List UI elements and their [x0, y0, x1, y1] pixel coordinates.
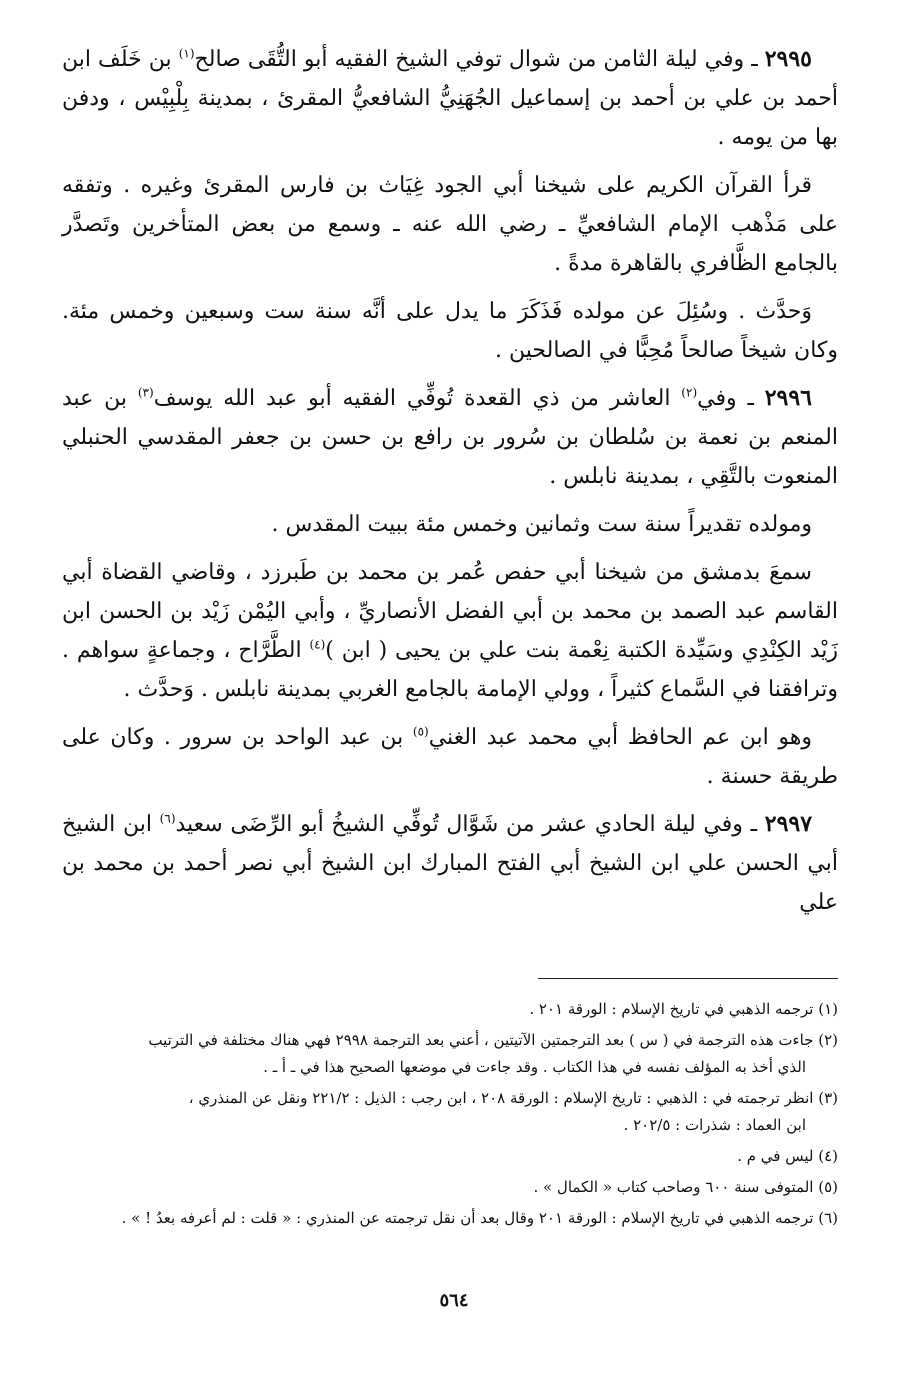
footnote-ref: (٥) — [412, 724, 429, 739]
paragraph-text: سمعَ بدمشق من شيخنا أبي حفص عُمر بن محمد بن طَبرزد ، وقاضي القضاة أبي القاسم عبد الصمد بن محمد بن أبي الفضل الأنصاريِّ ، وأبي اليُمْن زَيْد بن الحسن ابن زَيْد الكِنْدِي وسَيِّدة الكتبة نِعْمة بنت علي بن يحيى ( ابن ) — [62, 560, 838, 663]
page-number: ٥٦٤ — [439, 1290, 469, 1311]
paragraph — [62, 718, 838, 796]
entry-text: بن عبد المنعم بن نعمة بن سُلطان بن سُرور بن رافع بن حسن بن جعفر المقدسي الحنبلي المنعوت بالتَّقِي ، بمدينة نابلس . — [62, 386, 838, 489]
footnote-line: (٢) جاءت هذه الترجمة في ( س ) بعد الترجمتين الآتيتين ، أعني بعد الترجمة ٢٩٩٨ فهي هناك مختلفة في الترتيب — [148, 1031, 838, 1049]
footnote-2 — [62, 1027, 838, 1081]
entry-text: ابن الشيخ أبي الحسن علي ابن الشيخ أبي الفتح المبارك ابن الشيخ أبي نصر أحمد بن محمد بن علي — [62, 812, 838, 915]
paragraph: ومولده تقديراً سنة ست وثمانين وخمس مئة ببيت المقدس . — [271, 512, 812, 537]
entry-2996 — [62, 379, 838, 496]
entry-text: ـ وفي ليلة الحادي عشر من شَوَّال تُوفِّي الشيخُ أبو الرِّضَى سعيد — [175, 812, 765, 837]
footnote-ref: (٦) — [159, 811, 176, 826]
footnote-ref: (٤) — [309, 637, 326, 652]
footnote-ref: (٢) — [681, 385, 698, 400]
main-text — [62, 40, 838, 922]
footnote-ref: (١) — [178, 46, 195, 61]
paragraph-text: وهو ابن عم الحافظ أبي محمد عبد الغني — [428, 725, 812, 750]
footnote-divider — [538, 978, 838, 979]
entry-2997 — [62, 805, 838, 922]
footnote-3 — [62, 1085, 838, 1139]
entry-text: بن خَلَف ابن أحمد بن علي بن أحمد بن إسماعيل الجُهَنِيُّ الشافعيُّ المقرئ ، بمدينة بِلْبِيْس ، ودفن بها من يومه . — [62, 47, 838, 150]
footnote-line: (٣) انظر ترجمته في : الذهبي : تاريخ الإسلام : الورقة ٢٠٨ ، ابن رجب : الذيل : ٢٢١/٢ ونقل عن المنذري ، — [188, 1089, 838, 1107]
paragraph-text: بن عبد الواحد بن سرور . وكان على طريقة حسنة . — [62, 725, 838, 789]
entry-text: ـ وفي — [697, 386, 765, 411]
footnote-5: (٥) المتوفى سنة ٦٠٠ وصاحب كتاب « الكمال » . — [533, 1178, 838, 1196]
footnotes — [62, 996, 838, 1236]
entry-number: ٢٩٩٧ — [764, 811, 813, 837]
paragraph: قرأ القرآن الكريم على شيخنا أبي الجود غِيَاث بن فارس المقرئ وغيره . وتفقه على مَذْهب الإمام الشافعيِّ ـ رضي الله عنه ـ وسمع من بعض المتأخرين وتَصدَّر بالجامع الظَّافري بالقاهرة مدةً . — [62, 173, 838, 276]
paragraph — [62, 553, 838, 709]
entry-text: ـ وفي ليلة الثامن من شوال توفي الشيخ الفقيه أبو التُّقَى صالح — [194, 47, 765, 72]
paragraph: وَحدَّث . وسُئِلَ عن مولده فَذَكَرَ ما يدل على أنَّه سنة ست وسبعين وخمس مئة. وكان شيخاً صالحاً مُحِبًّا في الصالحين . — [62, 299, 838, 363]
footnote-1: (١) ترجمه الذهبي في تاريخ الإسلام : الورقة ٢٠١ . — [529, 1000, 838, 1018]
footnote-line: ابن العماد : شذرات : ٢٠٢/٥ . — [623, 1116, 806, 1134]
footnote-4: (٤) ليس في م . — [737, 1147, 838, 1165]
entry-number: ٢٩٩٦ — [764, 385, 812, 411]
footnote-line: الذي أخذ به المؤلف نفسه في هذا الكتاب . وقد جاءت في موضعها الصحيح هذا في ـ أ ـ . — [263, 1058, 806, 1076]
entry-number: ٢٩٩٥ — [764, 46, 812, 72]
footnote-6: (٦) ترجمه الذهبي في تاريخ الإسلام : الورقة ٢٠١ وقال بعد أن نقل ترجمته عن المنذري : « قلت : لم أعرفه بعدُ ! » . — [121, 1209, 838, 1227]
entry-text: العاشر من ذي القعدة تُوفِّي الفقيه أبو عبد الله يوسف — [153, 386, 682, 411]
entry-2995 — [62, 40, 838, 157]
footnote-ref: (٣) — [137, 385, 154, 400]
paragraph-text: الطَّرَّاح ، وجماعةٍ سواهم . وترافقنا في السَّماع كثيراً ، وولي الإمامة بالجامع الغربي بمدينة نابلس . وَحدَّث . — [62, 638, 838, 702]
